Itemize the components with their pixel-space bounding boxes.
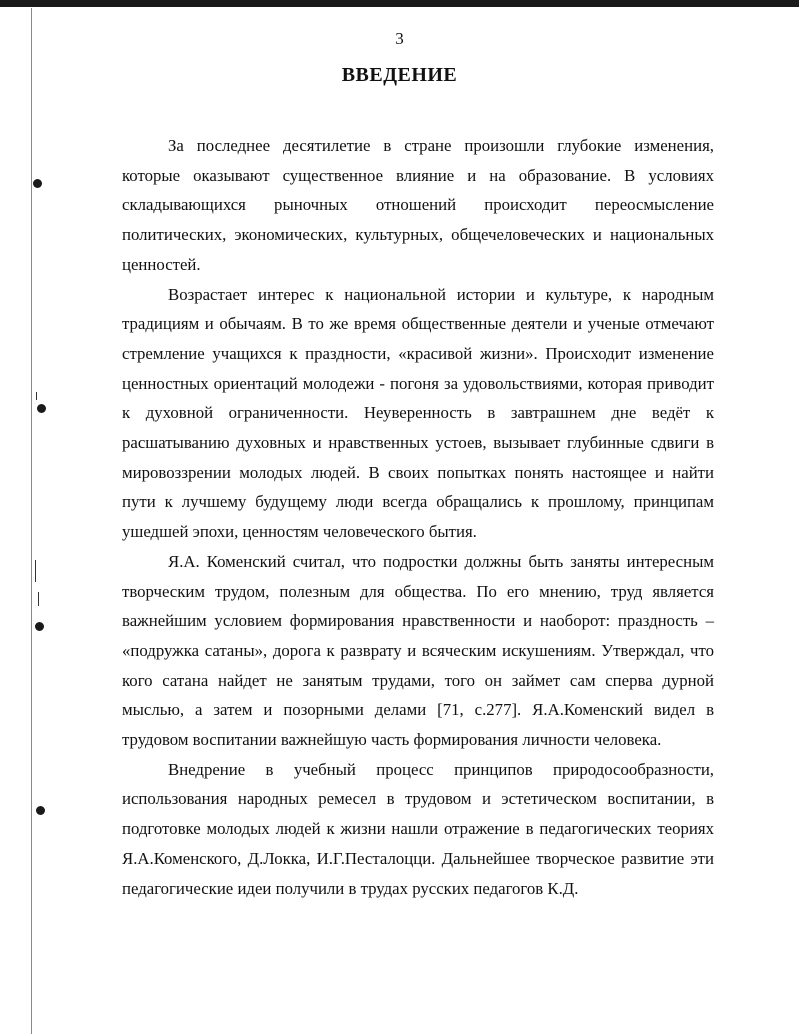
scan-top-border <box>0 0 799 7</box>
binder-hole-mark <box>37 404 46 413</box>
scan-artifact-line <box>36 392 37 400</box>
body-text <box>122 131 714 903</box>
scan-artifact-line <box>35 560 36 582</box>
paragraph: Я.А. Коменский считал, что подростки должны быть заняты интересным творческим трудом, полезным для общества. По его мнению, труд является важнейшим условием формирования нравственности и наоборот: праздность – «подружка сатаны», дорога к разврату и всяческим искушениям. Утверждал, что кого сатана найдет не занятым трудами, того он займет сам сперва дурной мыслью, а затем и позорными делами [71, с.277]. Я.А.Коменский видел в трудовом воспитании важнейшую часть формирования личности человека. <box>122 551 714 750</box>
scan-left-border <box>31 8 32 1034</box>
binder-hole-mark <box>36 806 45 815</box>
paragraph: За последнее десятилетие в стране произошли глубокие изменения, которые оказывают существенное влияние и на образование. В условиях складывающихся рыночных отношений происходит переосмысление политических, экономических, культурных, общечеловеческих и национальных ценностей. <box>122 136 714 274</box>
section-title: ВВЕДЕНИЕ <box>341 64 458 86</box>
scan-artifact-line <box>38 592 39 606</box>
binder-hole-mark <box>35 622 44 631</box>
paragraph: Внедрение в учебный процесс принципов природосообразности, использования народных ремесел в трудовом и эстетическом воспитании, в подготовке молодых людей к жизни нашли отражение в педагогических теориях Я.А.Коменского, Д.Локка, И.Г.Песталоцци. Дальнейшее творческое развитие эти педагогические идеи получили в трудах русских педагогов К.Д. <box>122 759 714 898</box>
page-number: 3 <box>395 29 404 48</box>
binder-hole-mark <box>33 179 42 188</box>
paragraph: Возрастает интерес к национальной истории и культуре, к народным традициям и обычаям. В то же время общественные деятели и ученые отмечают стремление учащихся к праздности, «красивой жизни». Происходит изменение ценностных ориентаций молодежи - погоня за удовольствиями, которая приводит к духовной ограниченности. Неуверенность в завтрашнем дне ведёт к расшатыванию духовных и нравственных устоев, вызывает глубинные сдвиги в мировоззрении молодых людей. В своих попытках понять настоящее и найти пути к лучшему будущему люди всегда обращались к прошлому, принципам ушедшей эпохи, ценностям человеческого бытия. <box>122 284 714 542</box>
